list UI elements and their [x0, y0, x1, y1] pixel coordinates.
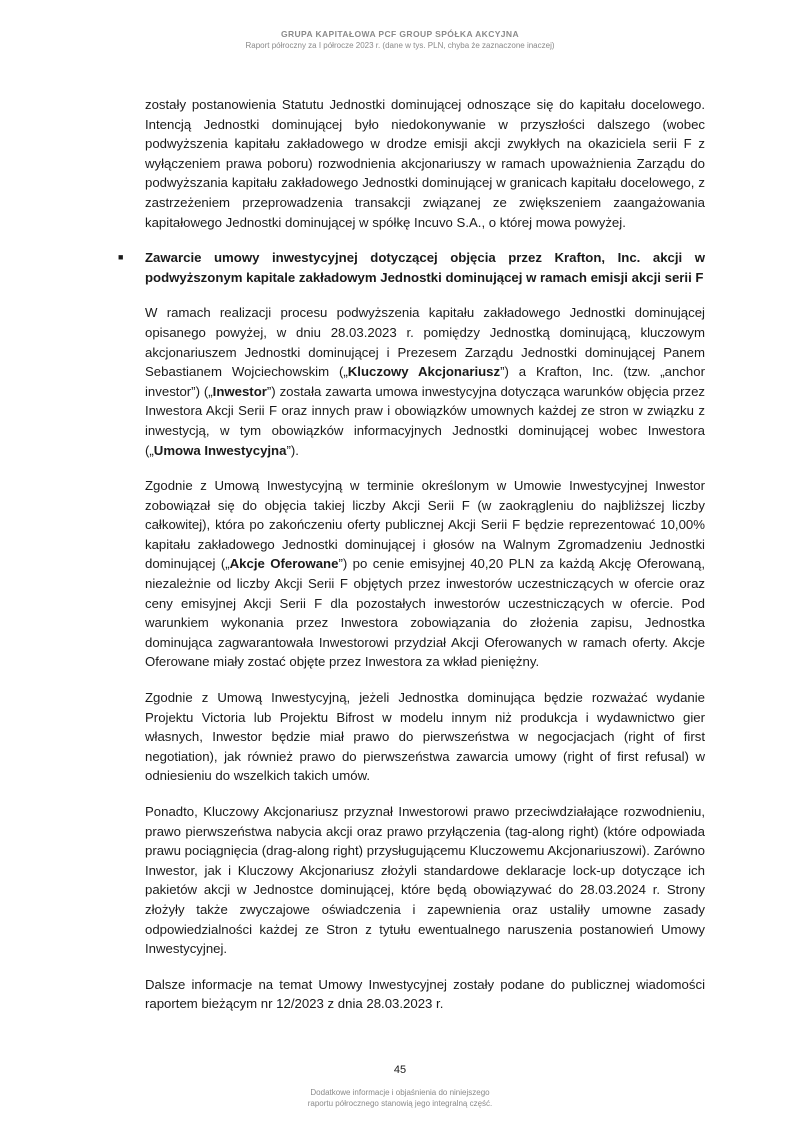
page-header — [0, 28, 800, 52]
footer-line-2: raportu półrocznego stanowią jego integralną część. — [307, 1099, 493, 1108]
paragraph-shareholder-rights: Ponadto, Kluczowy Akcjonariusz przyznał Inwestorowi prawo przeciwdziałające rozwodnieniu, prawo pierwszeństwa nabycia akcji oraz prawo przyłączenia (tag-along right) (które odpowiada prawu pociągnięcia (drag-along right) przysługującemu Kluczowemu Akcjonariuszowi). Zarówno Inwestor, jak i Kluczowy Akcjonariusz złożyli standardowe deklaracje lock-up dotyczące ich pakietów akcji w Jednostce dominującej, które będą obowiązywać do 28.03.2024 r. Strony złożyły także zwyczajowe oświadczenia i zapewnienia oraz ustaliły umowne zasady odpowiedzialności każdej ze Stron z tytułu ewentualnego naruszenia postanowień Umowy Inwestycyjnej. — [145, 804, 705, 957]
paragraph-subscription — [145, 476, 705, 672]
text-run: W ramach realizacji procesu podwyższenia kapitału zakładowego Jednostki dominującej opisanego powyżej, w dniu 28.03.2023 r. pomiędzy Jednostką dominującą, kluczowym akcjonariuszem Jednostki dominującej i Prezesem Zarządu Jednostki dominującej Panem Sebastianem Wojciechowskim („ — [145, 305, 705, 380]
page-number: 45 — [393, 1064, 407, 1076]
page-footer — [0, 1087, 800, 1109]
text-run: ”) po cenie emisyjnej 40,20 PLN za każdą Akcję Oferowaną, niezależnie od liczby Akcji Serii F objętych przez inwestorów uczestniczących w ofercie oraz ceny emisyjnej Akcji Serii F dla pozostałych inwestorów uczestniczących w ofercie. Pod warunkiem wykonania przez Inwestora zobowiązania do złożenia zapisu, Jednostka dominująca zagwarantowała Inwestorowi przydział Akcji Oferowanych w ramach oferty. Akcje Oferowane miały zostać objęte przez Inwestora za wkład pieniężny. — [145, 556, 705, 670]
text-run: Zgodnie z Umową Inwestycyjną w terminie określonym w Umowie Inwestycyjnej Inwestor zobowiązał się do objęcia takiej liczby Akcji Serii F (w zaokrągleniu do najbliższej liczby całkowitej), która po zakończeniu oferty publicznej Akcji Serii F będzie reprezentować 10,00% kapitału zakładowego Jednostki dominującej i głosów na Walnym Zgromadzeniu Jednostki dominującej („ — [145, 478, 705, 572]
section-heading — [118, 248, 705, 287]
defined-term-investment-agreement: Umowa Inwestycyjna — [153, 442, 287, 458]
intro-paragraph: zostały postanowienia Statutu Jednostki dominującej odnoszące się do kapitału docelowego. Intencją Jednostki dominującej było niedokonywanie w przyszłości dalszego (wobec podwyższenia kapitału zakładowego w drodze emisji akcji zwykłych na okaziciela serii F z wyłączeniem prawa poboru) rozwodnienia akcjonariuszy w ramach upoważnienia Zarządu do podwyższania kapitału zakładowego Jednostki dominującej w granicach kapitału docelowego, z zastrzeżeniem przeprowadzenia transakcji związanej ze zwiększeniem zaangażowania kapitałowego Jednostki dominującej w spółkę Incuvo S.A., o której mowa powyżej. — [145, 97, 705, 230]
header-report-subtitle: Raport półroczny za I półrocze 2023 r. (dane w tys. PLN, chyba że zaznaczone inaczej) — [245, 41, 555, 50]
bullet-square-icon: ■ — [118, 252, 124, 263]
text-run: ”) a Krafton, Inc. (tzw. „anchor investor”) („ — [145, 364, 705, 399]
defined-term-key-shareholder: Kluczowy Akcjonariusz — [347, 364, 501, 380]
text-run: ”). — [286, 442, 299, 458]
paragraph-further-info: Dalsze informacje na temat Umowy Inwestycyjnej zostały podane do publicznej wiadomości raportem bieżącym nr 12/2023 z dnia 28.03.2023 r. — [145, 976, 705, 1012]
paragraph-first-rights: Zgodnie z Umową Inwestycyjną, jeżeli Jednostka dominująca będzie rozważać wydanie Projektu Victoria lub Projektu Bifrost w modelu innym niż produkcja i wydawnictwo gier własnych, Inwestor będzie miał prawo do pierwszeństwa w negocjacjach (right of first negotiation), jak również prawo do pierwszeństwa zawarcia umowy (right of first refusal) w odniesieniu do wszelkich takich umów. — [145, 690, 705, 784]
defined-term-investor: Inwestor — [212, 383, 267, 399]
header-company-title: GRUPA KAPITAŁOWA PCF GROUP SPÓŁKA AKCYJNA — [280, 29, 520, 39]
section-heading-text: Zawarcie umowy inwestycyjnej dotyczącej objęcia przez Krafton, Inc. akcji w podwyższonym kapitale zakładowym Jednostki dominującej w ramach emisji akcji serii F — [145, 250, 705, 285]
text-run: ”) została zawarta umowa inwestycyjna dotycząca warunków objęcia przez Inwestora Akcji Serii F oraz innych praw i obowiązków umownych każdej ze stron w związku z inwestycją, w tym obowiązków informacyjnych Jednostki dominującej wobec Inwestora („ — [145, 383, 705, 458]
paragraph-agreement — [145, 303, 705, 460]
document-body — [118, 95, 705, 1030]
footer-line-1: Dodatkowe informacje i objaśnienia do niniejszego — [310, 1088, 490, 1097]
defined-term-offered-shares: Akcje Oferowane — [229, 556, 339, 572]
